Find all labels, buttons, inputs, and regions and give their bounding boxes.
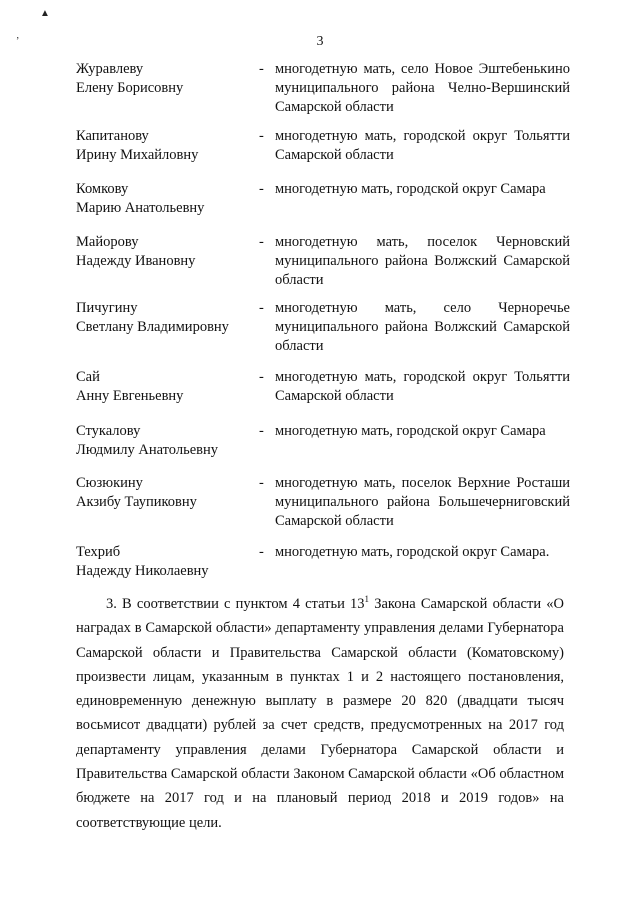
- given-name: Акзибу Таупиковну: [76, 494, 197, 510]
- dash: -: [259, 181, 264, 197]
- dash: -: [259, 61, 264, 77]
- given-name: Надежду Николаевну: [76, 563, 209, 579]
- dash: -: [259, 369, 264, 385]
- surname: Комкову: [76, 181, 129, 197]
- surname: Капитанову: [76, 128, 149, 144]
- given-name: Светлану Владимировну: [76, 319, 229, 335]
- description: многодетную мать, поселок Верхние Росташи муниципального района Большечерниговский Самарской области: [275, 475, 570, 529]
- surname: Пичугину: [76, 300, 138, 316]
- surname: Майорову: [76, 234, 139, 250]
- description: многодетную мать, городской округ Тольятти Самарской области: [275, 128, 570, 163]
- surname: Сай: [76, 369, 100, 385]
- given-name: Елену Борисовну: [76, 80, 184, 96]
- description: многодетную мать, поселок Черновский муниципального района Волжский Самарской области: [275, 234, 570, 288]
- dash: -: [259, 234, 264, 250]
- surname: Стукалову: [76, 423, 141, 439]
- given-name: Марию Анатольевну: [76, 200, 205, 216]
- article-superscript: 1: [364, 594, 370, 605]
- description: многодетную мать, городской округ Самара: [275, 181, 546, 197]
- paragraph-text-rest: Закона Самарской области «О наградах в Самарской области» департаменту управления делами Губернатора Самарской области и Правительства Самарской области (Коматовскому) произвести лицам, указанным в пунктах 1 и 2 настоящего постановления, единовременную денежную выплату в размере 20 820 (двадцати тысяч восьмисот двадцати) рублей за счет средств, предусмотренных на 2017 год департаменту управления делами Губернатора Самарской области и Правительства Самарской области Законом Самарской области «Об областном бюджете на 2017 год и на плановый период 2018 и 2019 годов» на соответствующие цели.: [76, 596, 564, 831]
- given-name: Анну Евгеньевну: [76, 388, 184, 404]
- description: многодетную мать, село Новое Эштебенькино муниципального района Челно-Вершинский Самарской области: [275, 61, 570, 115]
- given-name: Людмилу Анатольевну: [76, 442, 218, 458]
- payment-paragraph: [76, 592, 564, 835]
- scan-mark-top: ▲: [40, 8, 50, 19]
- dash: -: [259, 544, 264, 560]
- paragraph-text-start: 3. В соответствии с пунктом 4 статьи 13: [106, 596, 365, 612]
- description: многодетную мать, городской округ Самара.: [275, 544, 550, 560]
- surname: Сюзюкину: [76, 475, 143, 491]
- scan-mark-left: ’: [16, 36, 20, 47]
- given-name: Надежду Ивановну: [76, 253, 196, 269]
- description: многодетную мать, городской округ Самара: [275, 423, 546, 439]
- description: многодетную мать, село Черноречье муниципального района Волжский Самарской области: [275, 300, 570, 354]
- dash: -: [259, 475, 264, 491]
- dash: -: [259, 128, 264, 144]
- description: многодетную мать, городской округ Тольятти Самарской области: [275, 369, 570, 404]
- page-number: 3: [316, 34, 324, 49]
- dash: -: [259, 423, 264, 439]
- dash: -: [259, 300, 264, 316]
- surname: Техриб: [76, 544, 121, 560]
- given-name: Ирину Михайловну: [76, 147, 199, 163]
- surname: Журавлеву: [76, 61, 144, 77]
